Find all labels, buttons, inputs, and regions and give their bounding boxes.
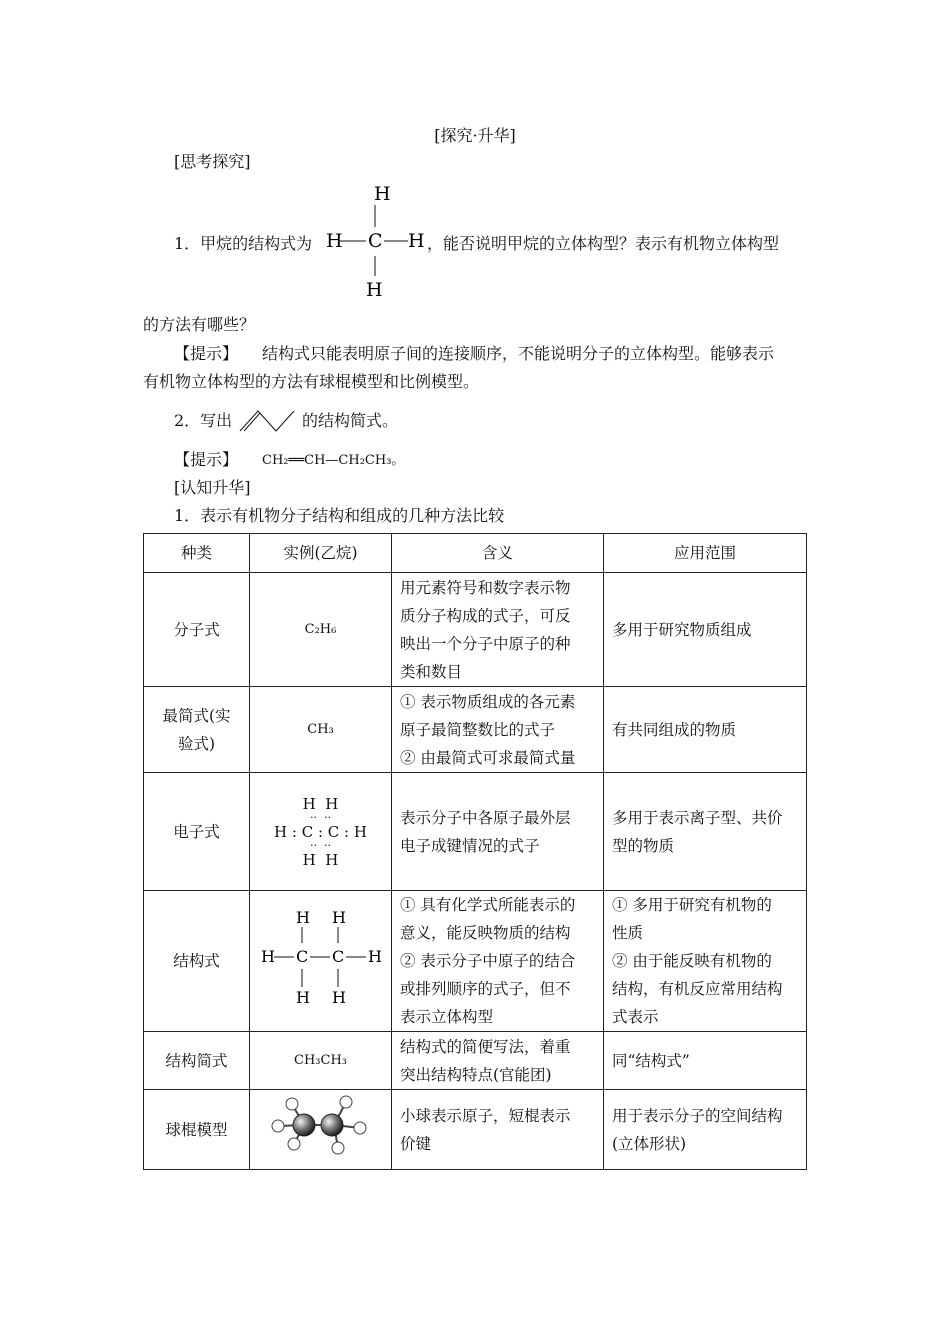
atom-c: C: [331, 946, 344, 966]
q1-continuation: 的方法有哪些？: [143, 315, 256, 334]
table-row: [144, 773, 807, 891]
meaning-line: 表示分子中各原子最外层: [400, 808, 571, 827]
hint1-text-line2: 有机物立体构型的方法有球棍模型和比例模型。: [143, 372, 480, 391]
hint2-label: 【提示】: [174, 450, 239, 469]
row-usage: [604, 773, 807, 891]
usage-line: 型的物质: [612, 836, 675, 855]
usage-line: 式表示: [612, 1008, 659, 1026]
q1-suffix: ，能否说明甲烷的立体构型？表示有机物立体构型: [427, 234, 780, 253]
think-heading: [思考探究]: [174, 152, 251, 171]
meaning-line: 或排列顺序的式子，但不: [400, 980, 571, 998]
electron-line: H H: [302, 850, 339, 869]
row-meaning: [392, 773, 604, 891]
hint2-formula: CH₂══CH—CH₂CH₃。: [262, 453, 405, 468]
atom-h: H: [367, 946, 382, 966]
row-example: CH₃CH₃: [250, 1032, 392, 1090]
hint1-text-line1: 结构式只能表明原子间的连接顺序，不能说明分子的立体构型。能够表示: [262, 344, 775, 363]
usage-line: 同“结构式”: [612, 1051, 690, 1070]
meaning-line: ① 表示物质组成的各元素: [400, 692, 576, 711]
meaning-line: 映出一个分子中原子的种: [400, 634, 571, 653]
meaning-line: ② 由最简式可求最简式量: [400, 748, 576, 767]
row-kind: 结构式: [144, 891, 250, 1032]
row-usage: [604, 1090, 807, 1170]
methane-h-bottom: H: [366, 279, 383, 301]
usage-line: 多用于研究物质组成: [612, 620, 752, 639]
electron-line: H H: [302, 794, 339, 813]
row-usage: [604, 687, 807, 773]
header-meaning: 含义: [392, 534, 604, 573]
table-header-row: [144, 534, 807, 573]
row-kind: 球棍模型: [144, 1090, 250, 1170]
usage-line: 性质: [612, 924, 644, 942]
atom-h: H: [295, 907, 310, 927]
header-example: 实例(乙烷): [250, 534, 392, 573]
methane-h-right: H: [408, 230, 425, 252]
usage-line: 多用于表示离子型、共价: [612, 808, 783, 827]
ethane-structural-formula-icon: [256, 905, 386, 1009]
q2-suffix: 的结构简式。: [302, 411, 399, 430]
row-meaning: [392, 687, 604, 773]
meaning-line: 质分子构成的式子，可反: [400, 606, 571, 625]
ethane-structural-formula: [250, 891, 392, 1032]
usage-line: ① 多用于研究有机物的: [612, 896, 772, 914]
table-row: [144, 1090, 807, 1170]
meaning-line: ① 具有化学式所能表示的: [400, 896, 576, 914]
comparison-table: [143, 533, 807, 1170]
q2-prefix: 2．写出: [174, 411, 233, 430]
hint1-label: 【提示】: [174, 344, 239, 363]
meaning-line: 类和数目: [400, 662, 463, 681]
row-meaning: [392, 1090, 604, 1170]
atom-h: H: [260, 946, 275, 966]
meaning-line: 突出结构特点(官能团): [400, 1065, 552, 1084]
methane-structural-formula: [320, 178, 430, 302]
electron-line: ·· ··: [310, 810, 331, 824]
kind-line: 验式): [177, 734, 216, 753]
table-row: [144, 687, 807, 773]
meaning-line: 用元素符号和数字表示物: [400, 578, 571, 597]
atom-h: H: [331, 987, 346, 1007]
meaning-line: 价键: [400, 1134, 432, 1153]
meaning-line: 意义，能反映物质的结构: [400, 924, 571, 942]
table-row: [144, 891, 807, 1032]
row-kind: 结构简式: [144, 1032, 250, 1090]
meaning-line: 原子最简整数比的式子: [400, 720, 556, 739]
row-kind: 电子式: [144, 773, 250, 891]
table-caption: 1．表示有机物分子结构和组成的几种方法比较: [174, 506, 505, 525]
meaning-line: 表示立体构型: [400, 1008, 494, 1026]
row-kind: [144, 687, 250, 773]
q1-prefix: 1．甲烷的结构式为: [174, 234, 313, 253]
meaning-line: 电子成键情况的式子: [400, 836, 540, 855]
row-meaning: [392, 1032, 604, 1090]
header-usage: 应用范围: [604, 534, 807, 573]
usage-line: 有共同组成的物质: [612, 720, 737, 739]
methane-c-center: C: [368, 230, 383, 252]
table-row: [144, 1032, 807, 1090]
row-meaning: [392, 573, 604, 687]
methane-h-left: H: [326, 230, 343, 252]
electron-formula: [250, 773, 392, 891]
cognition-heading: [认知升华]: [174, 478, 251, 497]
ball-and-stick-model-icon: [266, 1092, 376, 1158]
meaning-line: ② 表示分子中原子的结合: [400, 952, 576, 970]
section-title: [探究·升华]: [434, 126, 516, 145]
header-kind: 种类: [144, 534, 250, 573]
butene-skeletal-formula-icon: [236, 407, 298, 435]
meaning-line: 小球表示原子，短棍表示: [400, 1106, 571, 1125]
row-example: C₂H₆: [250, 573, 392, 687]
row-usage: [604, 891, 807, 1032]
electron-line: H : C : C : H: [274, 822, 367, 841]
atom-c: C: [295, 946, 308, 966]
atom-h: H: [331, 907, 346, 927]
usage-line: 用于表示分子的空间结构: [612, 1106, 783, 1125]
methane-h-top: H: [374, 183, 391, 205]
atom-h: H: [295, 987, 310, 1007]
meaning-line: 结构式的简便写法，着重: [400, 1037, 571, 1056]
ball-and-stick-cell: [250, 1090, 392, 1170]
row-kind: 分子式: [144, 573, 250, 687]
usage-line: (立体形状): [612, 1134, 687, 1153]
row-usage: [604, 573, 807, 687]
row-example: CH₃: [250, 687, 392, 773]
table-row: [144, 573, 807, 687]
row-meaning: [392, 891, 604, 1032]
kind-line: 最简式(实: [162, 706, 231, 725]
row-usage: [604, 1032, 807, 1090]
electron-line: ·· ··: [310, 838, 331, 852]
usage-line: 结构，有机反应常用结构: [612, 980, 783, 998]
usage-line: ② 由于能反映有机物的: [612, 952, 772, 970]
